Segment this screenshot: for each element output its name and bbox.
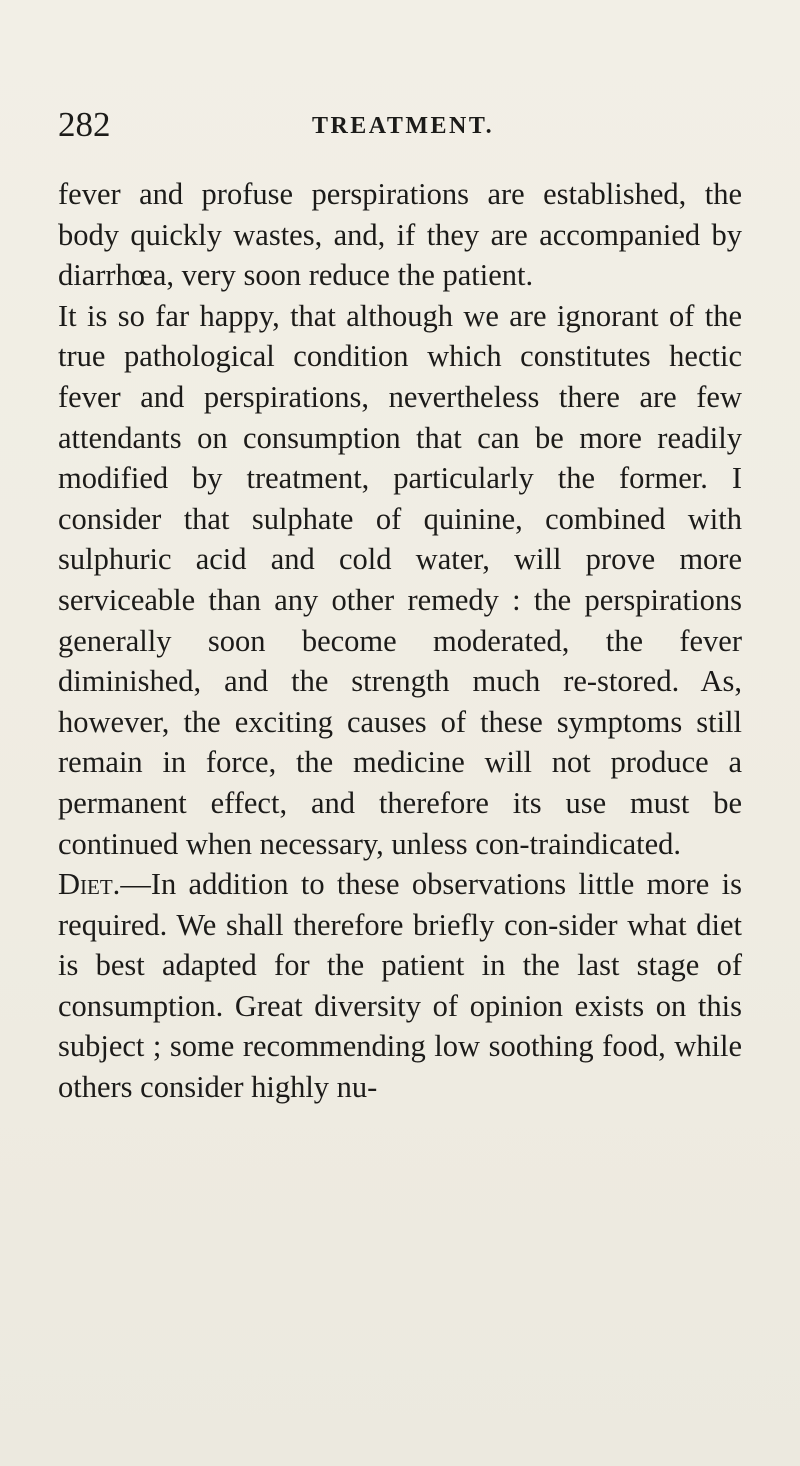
paragraph xyxy=(58,864,742,1108)
paragraph xyxy=(58,174,742,296)
paragraph-text: fever and profuse perspirations are established, the body quickly wastes, and, if they are accompanied by diarrhœa, very soon reduce the patient. xyxy=(58,177,742,293)
page-number: 282 xyxy=(58,105,111,144)
paragraph-text: —In addition to these observations little more is required. We shall therefore briefly con-sider what diet is best adapted for the patient in the last stage of consumption. Great diversity of opinion exists on this subject ; some recommending low soothing food, while others consider highly nu- xyxy=(58,867,742,1105)
paragraph-text: It is so far happy, that although we are ignorant of the true pathological condition which constitutes hectic fever and perspirations, nevertheless there are few attendants on consumption that can be more readily modified by treatment, particularly the former. I consider that sulphate of quinine, combined with sulphuric acid and cold water, will prove more serviceable than any other remedy : the perspirations generally soon become moderated, the fever diminished, and the strength much re-stored. As, however, the exciting causes of these symptoms still remain in force, the medicine will not produce a permanent effect, and therefore its use must be continued when necessary, unless con-traindicated. xyxy=(58,298,742,861)
page-header xyxy=(58,100,748,150)
body-text xyxy=(58,174,742,1108)
section-heading: Diet. xyxy=(58,867,121,902)
running-head: TREATMENT. xyxy=(311,113,495,139)
paragraph xyxy=(58,296,742,864)
